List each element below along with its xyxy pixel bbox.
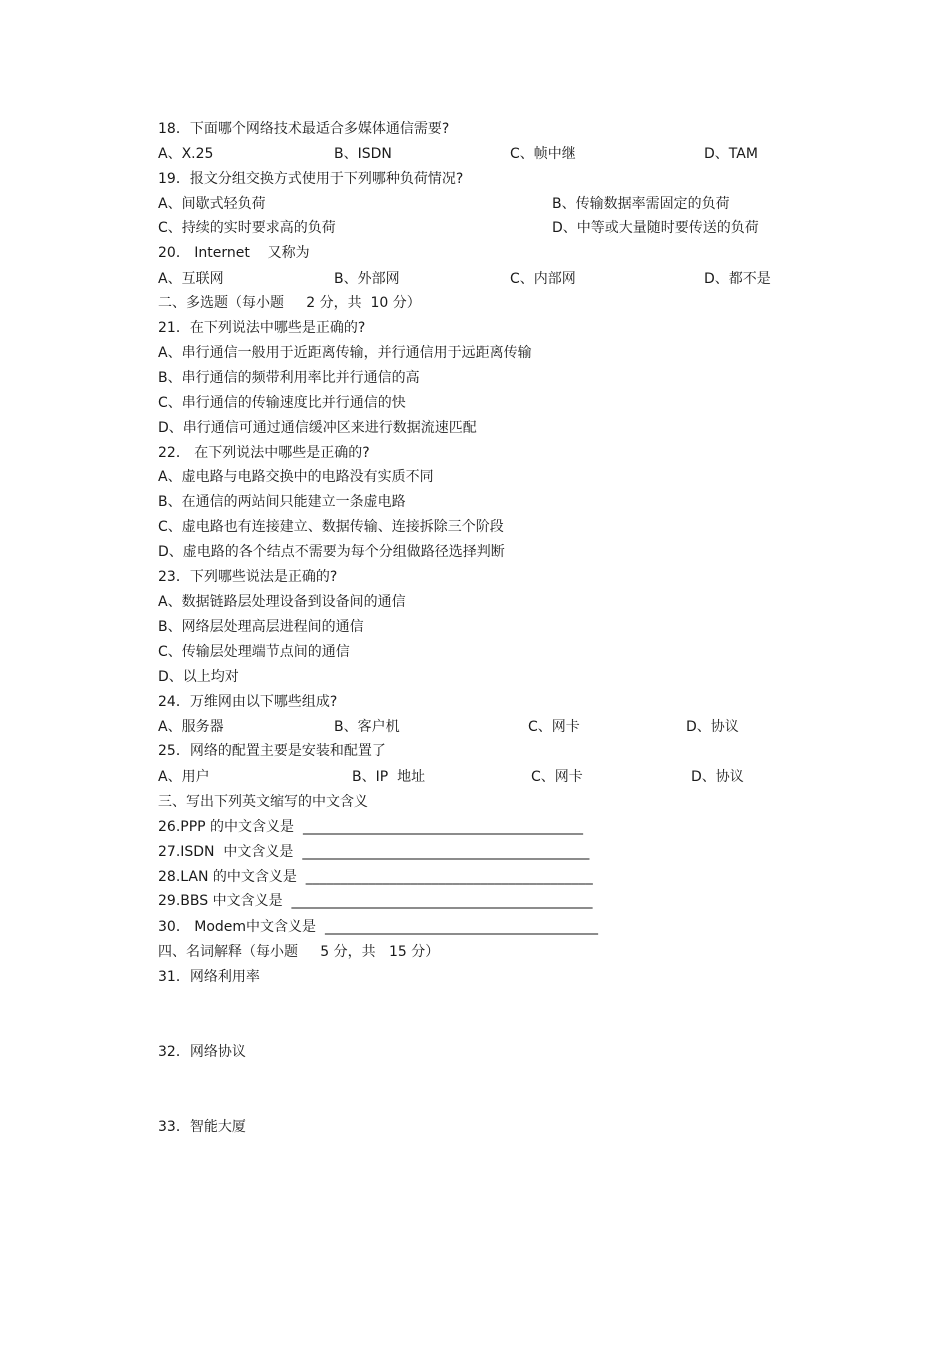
question-25-option-a: A、用户 — [158, 769, 210, 785]
question-25-stem: 25．网络的配置主要是安装和配置了 — [158, 743, 386, 759]
question-19-option-c: C、持续的实时要求高的负荷 — [158, 220, 336, 236]
question-18-stem: 18．下面哪个网络技术最适合多媒体通信需要? — [158, 121, 450, 137]
question-25-option-d: D、协议 — [691, 769, 744, 785]
question-23-stem: 23．下列哪些说法是正确的? — [158, 569, 338, 585]
question-28-fill-blank: 28.LAN 的中文含义是 _________________________________________ — [158, 869, 593, 885]
question-23-option-c: C、传输层处理端节点间的通信 — [158, 644, 350, 660]
question-23-option-d: D、以上均对 — [158, 669, 239, 685]
question-18-option-d: D、TAM — [704, 146, 758, 162]
question-24-stem: 24．万维网由以下哪些组成? — [158, 694, 338, 710]
question-31-term: 31．网络利用率 — [158, 969, 260, 985]
section-2-heading: 二、多选题（每小题 2 分，共 10 分） — [158, 295, 421, 311]
question-22-option-d: D、虚电路的各个结点不需要为每个分组做路径选择判断 — [158, 544, 505, 560]
question-21-option-d: D、串行通信可通过通信缓冲区来进行数据流速匹配 — [158, 420, 477, 436]
section-3-heading: 三、写出下列英文缩写的中文含义 — [158, 794, 368, 810]
question-21-stem: 21．在下列说法中哪些是正确的? — [158, 320, 366, 336]
question-33-term: 33．智能大厦 — [158, 1119, 246, 1135]
question-32-term: 32．网络协议 — [158, 1044, 246, 1060]
question-20-option-d: D、都不是 — [704, 271, 771, 287]
question-23-option-b: B、网络层处理高层进程间的通信 — [158, 619, 364, 635]
question-19-option-a: A、间歇式轻负荷 — [158, 196, 266, 212]
question-18-option-b: B、ISDN — [334, 146, 392, 162]
question-18-option-c: C、帧中继 — [510, 146, 576, 162]
question-24-option-b: B、客户机 — [334, 719, 400, 735]
section-4-heading: 四、名词解释（每小题 5 分，共 15 分） — [158, 944, 440, 960]
question-22-option-c: C、虚电路也有连接建立、数据传输、连接拆除三个阶段 — [158, 519, 504, 535]
question-21-option-c: C、串行通信的传输速度比并行通信的快 — [158, 395, 406, 411]
question-22-option-b: B、在通信的两站间只能建立一条虚电路 — [158, 494, 406, 510]
question-19-option-d: D、中等或大量随时要传送的负荷 — [552, 220, 759, 236]
question-19-stem: 19．报文分组交换方式使用于下列哪种负荷情况? — [158, 171, 464, 187]
question-27-fill-blank: 27.ISDN 中文含义是 _________________________________________ — [158, 844, 590, 860]
question-20-option-c: C、内部网 — [510, 271, 576, 287]
question-25-option-c: C、网卡 — [531, 769, 583, 785]
question-18-option-a: A、X.25 — [158, 146, 214, 162]
question-24-option-c: C、网卡 — [528, 719, 580, 735]
question-20-option-b: B、外部网 — [334, 271, 400, 287]
question-30-fill-blank: 30． Modem中文含义是 _______________________________________ — [158, 919, 598, 935]
question-24-option-d: D、协议 — [686, 719, 739, 735]
question-21-option-a: A、串行通信一般用于近距离传输，并行通信用于远距离传输 — [158, 345, 532, 361]
question-26-fill-blank: 26.PPP 的中文含义是 ________________________________________ — [158, 819, 583, 835]
question-24-option-a: A、服务器 — [158, 719, 224, 735]
question-25-option-b: B、IP 地址 — [352, 769, 426, 785]
question-23-option-a: A、数据链路层处理设备到设备间的通信 — [158, 594, 406, 610]
question-19-option-b: B、传输数据率需固定的负荷 — [552, 196, 730, 212]
question-29-fill-blank: 29.BBS 中文含义是 ___________________________________________ — [158, 893, 593, 909]
question-22-stem: 22． 在下列说法中哪些是正确的? — [158, 445, 370, 461]
question-20-stem: 20． Internet 又称为 — [158, 245, 310, 261]
question-22-option-a: A、虚电路与电路交换中的电路没有实质不同 — [158, 469, 434, 485]
question-20-option-a: A、互联网 — [158, 271, 224, 287]
question-21-option-b: B、串行通信的频带利用率比并行通信的高 — [158, 370, 420, 386]
